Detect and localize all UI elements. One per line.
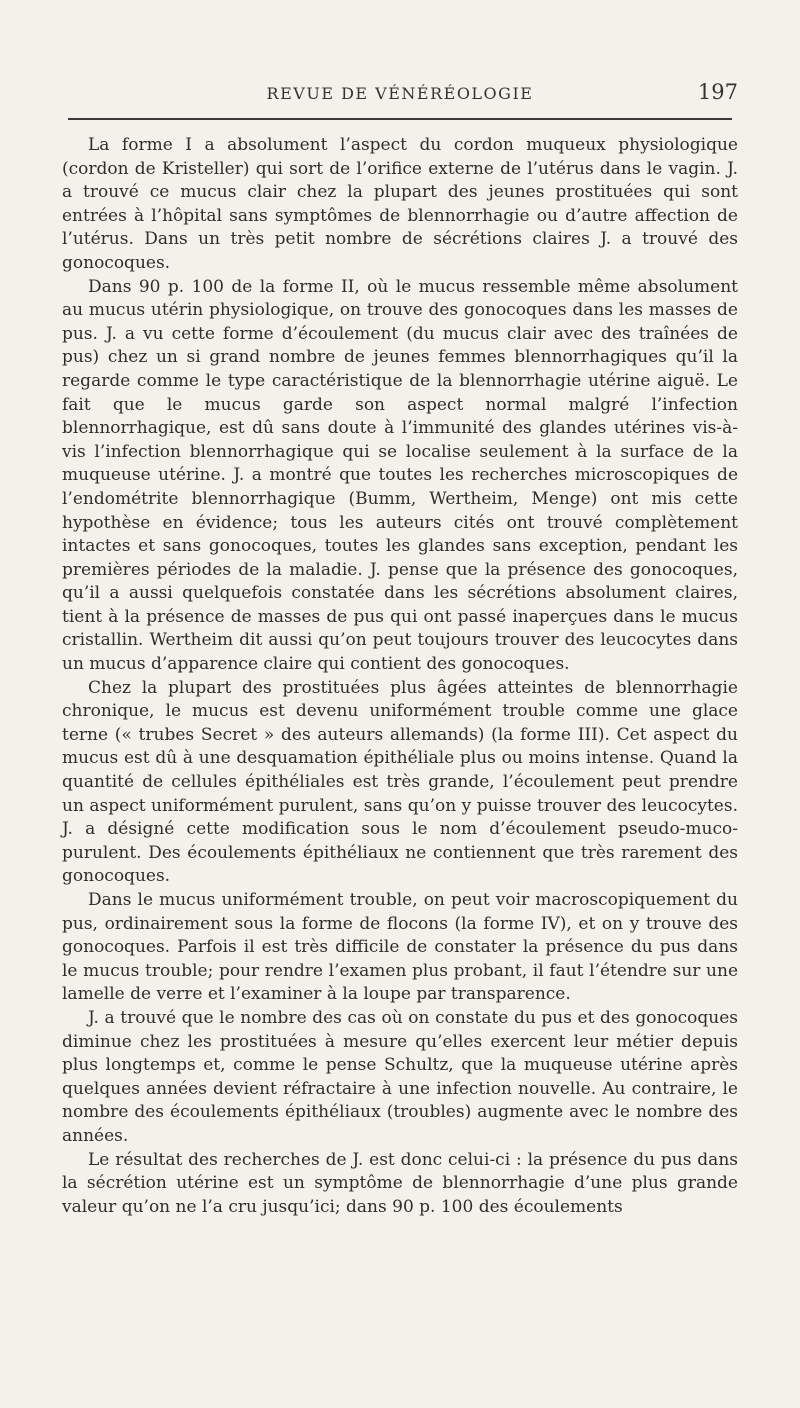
page-number: 197	[697, 80, 738, 104]
paragraph-1: La forme I a absolument l’aspect du cordon muqueux physiologique (cordon de Kristeller) qui sort de l’orifice externe de l’utérus dans le vagin. J. a trouvé ce mucus clair chez la plupart des jeunes prostituées qui sont entrées à l’hôpital sans symptômes de blennorrhagie ou d’autre affection de l’utérus. Dans un très petit nombre de sécrétions claires J. a trouvé des gonocoques.	[62, 135, 738, 273]
book-page	[62, 78, 738, 1219]
paragraph-2: Dans 90 p. 100 de la forme II, où le mucus ressemble même absolument au mucus utérin physiologique, on trouve des gonocoques dans les masses de pus. J. a vu cette forme d’écoulement (du mucus clair avec des traînées de pus) chez un si grand nombre de jeunes femmes blennorrhagiques qu’il la regarde comme le type caractéristique de la blennorrhagie utérine aiguë. Le fait que le mucus garde son aspect normal malgré l’infection blennorrhagique, est dû sans doute à l’immunité des glandes utérines vis-à-vis l’infection blennorrhagique qui se localise seulement à la surface de la muqueuse utérine. J. a montré que toutes les recherches microscopiques de l’endométrite blennorrhagique (Bumm, Wertheim, Menge) ont mis cette hypothèse en évidence; tous les auteurs cités ont trouvé complètement intactes et sans gonocoques, toutes les glandes sans exception, pendant les premières périodes de la maladie. J. pense que la présence des gonocoques, qu’il a aussi quelquefois constatée dans les sécrétions absolument claires, tient à la présence de masses de pus qui ont passé inaperçues dans le mucus cristallin. Wertheim dit aussi qu’on peut toujours trouver des leucocytes dans un mucus d’apparence claire qui contient des gonocoques.	[62, 276, 738, 675]
body-text	[62, 134, 738, 1219]
paragraph-6: Le résultat des recherches de J. est donc celui-ci : la présence du pus dans la sécrétion utérine est un symptôme de blennorrhagie d’une plus grande valeur qu’on ne l’a cru jusqu’ici; dans 90 p. 100 des écoulements	[62, 1149, 738, 1217]
paragraph-5: J. a trouvé que le nombre des cas où on constate du pus et des gonocoques diminue chez les prostituées à mesure qu’elles exercent leur métier depuis plus longtemps et, comme le pense Schultz, que la muqueuse utérine après quelques années devient réfractaire à une infection nouvelle. Au contraire, le nombre des écoulements épithéliaux (troubles) augmente avec le nombre des années.	[62, 1007, 738, 1146]
running-title: REVUE DE VÉNÉRÉOLOGIE	[266, 84, 534, 103]
header-rule	[68, 118, 732, 120]
running-header	[62, 78, 738, 110]
paragraph-4: Dans le mucus uniformément trouble, on peut voir macroscopiquement du pus, ordinairement sous la forme de flocons (la forme IV), et on y trouve des gonocoques. Parfois il est très difficile de constater la présence du pus dans le mucus trouble; pour rendre l’examen plus probant, il faut l’étendre sur une lamelle de verre et l’examiner à la loupe par transparence.	[62, 890, 738, 1005]
paragraph-3: Chez la plupart des prostituées plus âgées atteintes de blennorrhagie chronique, le mucus est devenu uniformément trouble comme une glace terne (« trubes Secret » des auteurs allemands) (la forme III). Cet aspect du mucus est dû à une desquamation épithéliale plus ou moins intense. Quand la quantité de cellules épithéliales est très grande, l’écoulement peut prendre un aspect uniformément purulent, sans qu’on y puisse trouver des leucocytes. J. a désigné cette modification sous le nom d’écoulement pseudo-muco-purulent. Des écoulements épithéliaux ne contiennent que très rarement des gonocoques.	[62, 677, 738, 887]
